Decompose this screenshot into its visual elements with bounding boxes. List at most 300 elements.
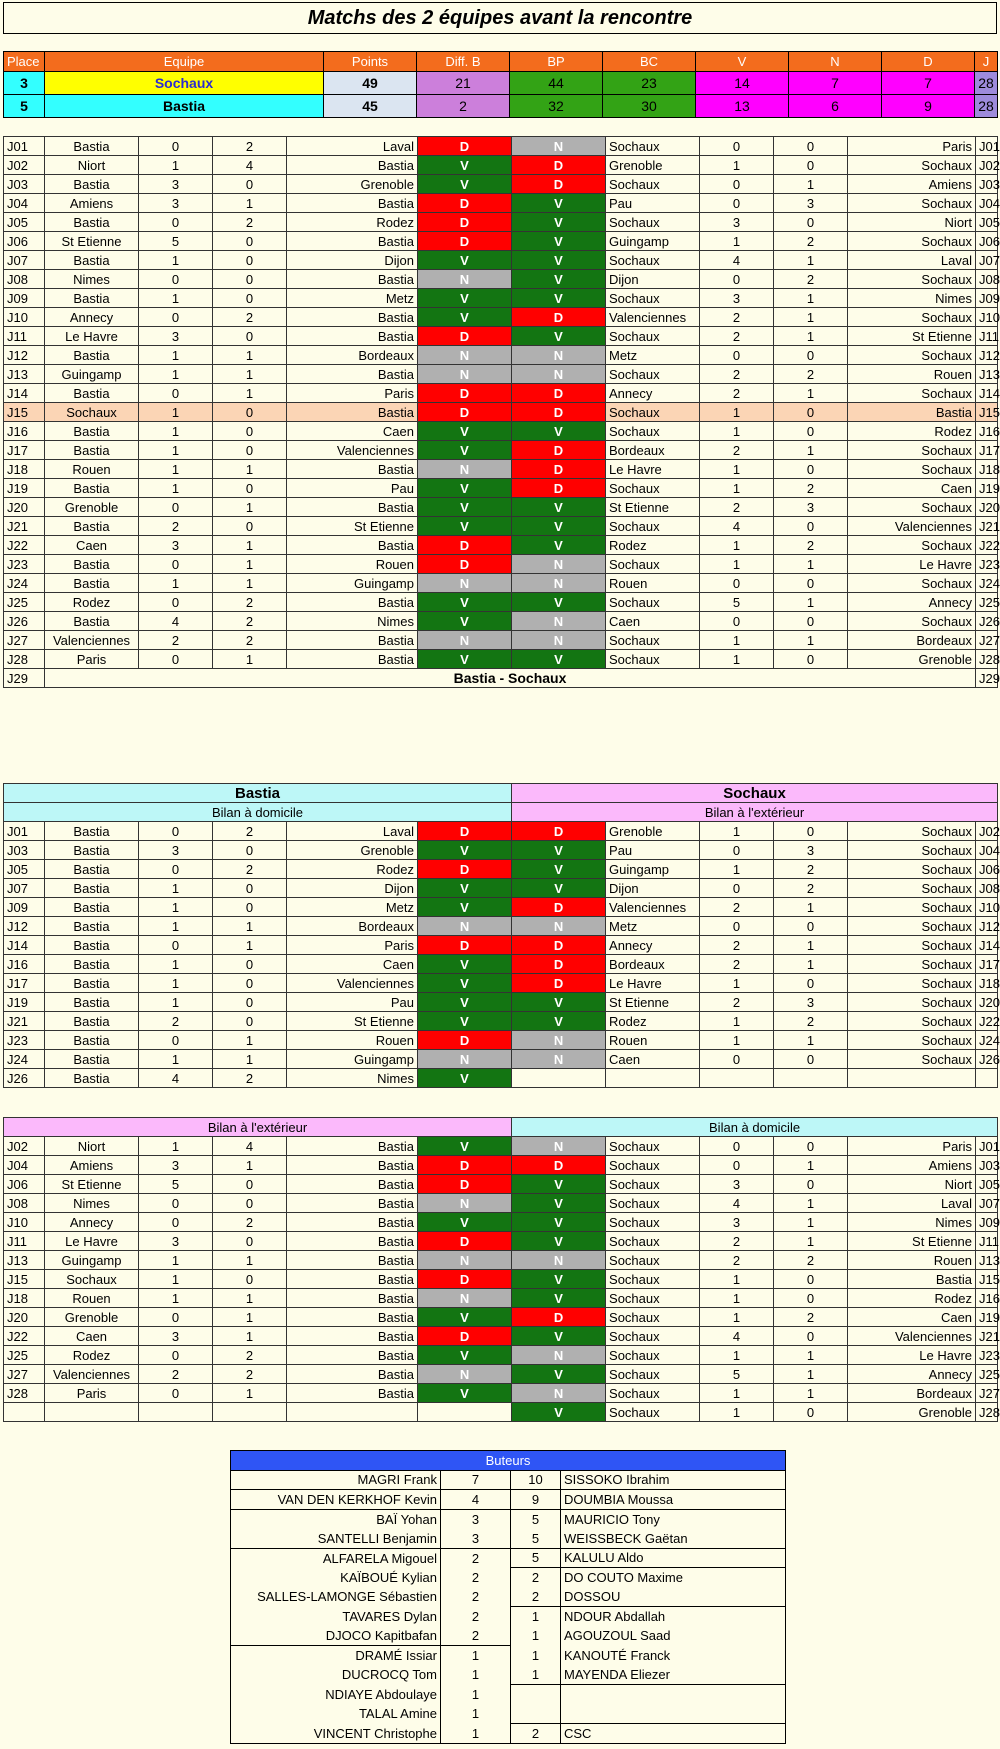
away-score-cell: 1 — [774, 1194, 848, 1213]
home-team-cell: Niort — [45, 1137, 139, 1156]
team-cell: Bastia — [45, 95, 324, 118]
bastia-result-cell: D — [418, 860, 512, 879]
home-team-cell: Nimes — [45, 1194, 139, 1213]
matchday-cell: J01 — [976, 1137, 998, 1156]
scorer-name: SANTELLI Benjamin — [231, 1529, 441, 1549]
scorer-name: KALULU Aldo — [561, 1548, 786, 1568]
home-team-cell: Sochaux — [606, 1213, 700, 1232]
away-score-cell: 1 — [774, 631, 848, 650]
matchday-cell: J20 — [4, 1308, 45, 1327]
diff-cell: 2 — [417, 95, 510, 118]
match-row — [4, 460, 998, 479]
away-score-cell: 0 — [213, 270, 287, 289]
away-team-cell: Bordeaux — [287, 346, 418, 365]
away-team-cell: Sochaux — [848, 879, 976, 898]
home-score-cell: 0 — [139, 1346, 213, 1365]
away-score-cell: 0 — [213, 1194, 287, 1213]
away-score-cell: 2 — [213, 213, 287, 232]
bastia-result-cell: N — [418, 1194, 512, 1213]
away-score-cell: 1 — [213, 346, 287, 365]
matchday-cell: J25 — [976, 1365, 998, 1384]
away-team-cell: St Etienne — [848, 1232, 976, 1251]
away-team-cell: Bastia — [848, 403, 976, 422]
bilan-sub-header — [4, 803, 998, 822]
home-score-cell: 1 — [139, 441, 213, 460]
home-team-cell — [45, 1403, 139, 1422]
away-team-cell: Sochaux — [848, 498, 976, 517]
scorer-name: DUCROCQ Tom — [231, 1665, 441, 1685]
home-score-cell: 1 — [700, 860, 774, 879]
team-cell: Sochaux — [45, 72, 324, 95]
matchday-cell: J10 — [976, 898, 998, 917]
matchday-cell: J07 — [4, 251, 45, 270]
home-score-cell: 0 — [700, 879, 774, 898]
home-score-cell: 3 — [139, 1232, 213, 1251]
home-team-cell: Sochaux — [606, 1270, 700, 1289]
matchday-cell: J09 — [4, 898, 45, 917]
bastia-result-cell: D — [418, 936, 512, 955]
home-team-cell: Bastia — [45, 422, 139, 441]
home-score-cell: 2 — [700, 898, 774, 917]
match-row — [4, 213, 998, 232]
scorer-goals: 2 — [511, 1724, 561, 1744]
home-team-cell: Metz — [606, 917, 700, 936]
matchday-cell: J13 — [976, 365, 998, 384]
home-score-cell: 3 — [139, 841, 213, 860]
away-score-cell: 1 — [213, 498, 287, 517]
away-score-cell: 2 — [774, 1012, 848, 1031]
home-score-cell: 1 — [139, 365, 213, 384]
home-score-cell: 1 — [139, 974, 213, 993]
match-row — [4, 1069, 998, 1088]
home-team-cell: Dijon — [606, 270, 700, 289]
away-score-cell: 1 — [213, 1156, 287, 1175]
away-team-cell: Sochaux — [848, 460, 976, 479]
bastia-result-cell: N — [418, 1289, 512, 1308]
n-cell: 6 — [789, 95, 882, 118]
matchday-cell: J19 — [976, 479, 998, 498]
col-bc: BC — [603, 52, 696, 72]
home-team-cell: Sochaux — [606, 517, 700, 536]
scorer-name: DO COUTO Maxime — [561, 1568, 786, 1588]
home-team-cell: Sochaux — [606, 1384, 700, 1403]
points-cell: 49 — [324, 72, 417, 95]
bastia-result-cell: V — [418, 441, 512, 460]
home-team-cell: Annecy — [45, 1213, 139, 1232]
v-cell: 13 — [696, 95, 789, 118]
bastia-result-cell: V — [418, 974, 512, 993]
home-score-cell: 1 — [700, 555, 774, 574]
home-score-cell: 2 — [700, 955, 774, 974]
matchday-cell: J06 — [976, 860, 998, 879]
sochaux-result-cell: V — [512, 422, 606, 441]
matchday-cell: J15 — [4, 1270, 45, 1289]
home-score-cell: 4 — [700, 1194, 774, 1213]
away-score-cell: 2 — [213, 593, 287, 612]
home-score-cell: 3 — [139, 1156, 213, 1175]
scorer-goals: 1 — [441, 1685, 511, 1705]
sochaux-result-cell: D — [512, 1308, 606, 1327]
home-score-cell: 4 — [700, 517, 774, 536]
away-team-cell: Bastia — [287, 1251, 418, 1270]
match-row — [4, 841, 998, 860]
away-team-cell: Bastia — [287, 156, 418, 175]
away-team-cell: Bastia — [287, 1327, 418, 1346]
matchday-cell: J24 — [976, 574, 998, 593]
sochaux-result-cell: V — [512, 593, 606, 612]
matchday-cell: J17 — [976, 955, 998, 974]
home-team-cell: Bastia — [45, 517, 139, 536]
matchday-cell: J26 — [976, 1050, 998, 1069]
sochaux-result-cell: V — [512, 232, 606, 251]
away-score-cell: 0 — [213, 974, 287, 993]
match-row — [4, 1156, 998, 1175]
scorer-goals: 2 — [511, 1568, 561, 1588]
home-score-cell: 0 — [139, 384, 213, 403]
matchday-cell: J05 — [4, 860, 45, 879]
bastia-result-cell: N — [418, 1365, 512, 1384]
away-score-cell: 1 — [774, 289, 848, 308]
home-team-cell: Annecy — [45, 308, 139, 327]
scorer-name: SISSOKO Ibrahim — [561, 1470, 786, 1490]
away-team-cell: Bastia — [287, 650, 418, 669]
home-team-cell: Bastia — [45, 1050, 139, 1069]
col-team: Equipe — [45, 52, 324, 72]
home-score-cell: 0 — [139, 498, 213, 517]
away-team-cell: Grenoble — [287, 175, 418, 194]
home-score-cell: 2 — [700, 384, 774, 403]
away-team-cell: St Etienne — [287, 1012, 418, 1031]
bastia-result-cell: V — [418, 479, 512, 498]
match-row — [4, 137, 998, 156]
matchday-cell: J18 — [4, 1289, 45, 1308]
match-row — [4, 879, 998, 898]
matchday-cell: J21 — [976, 1327, 998, 1346]
scorer-name: MAYENDA Eliezer — [561, 1665, 786, 1685]
bastia-result-cell: V — [418, 1384, 512, 1403]
away-score-cell: 2 — [213, 1346, 287, 1365]
col-points: Points — [324, 52, 417, 72]
bastia-result-cell: D — [418, 194, 512, 213]
matchday-cell: J17 — [976, 441, 998, 460]
matchday-cell: J21 — [4, 517, 45, 536]
home-score-cell: 2 — [139, 517, 213, 536]
home-score-cell: 0 — [700, 137, 774, 156]
home-score-cell: 3 — [139, 536, 213, 555]
away-team-cell: Sochaux — [848, 898, 976, 917]
away-team-cell: Bastia — [287, 1156, 418, 1175]
home-score-cell: 1 — [139, 1251, 213, 1270]
scorer-goals: 1 — [511, 1665, 561, 1685]
away-score-cell: 1 — [213, 460, 287, 479]
match-row — [4, 422, 998, 441]
matchday-cell: J28 — [4, 650, 45, 669]
matchday-cell: J25 — [4, 1346, 45, 1365]
matchday-cell: J16 — [4, 422, 45, 441]
matchday-cell: J15 — [4, 403, 45, 422]
sochaux-result-cell: V — [512, 1289, 606, 1308]
home-score-cell: 3 — [700, 1213, 774, 1232]
away-team-cell: Caen — [848, 479, 976, 498]
matchday-cell: J10 — [4, 308, 45, 327]
bastia-result-cell: D — [418, 822, 512, 841]
scorer-name: DJOCO Kapitbafan — [231, 1626, 441, 1646]
away-score-cell: 0 — [774, 156, 848, 175]
away-team-cell: Sochaux — [848, 270, 976, 289]
away-team-cell: Sochaux — [848, 308, 976, 327]
matchday-cell: J14 — [976, 936, 998, 955]
scorer-name: SALLES-LAMONGE Sébastien — [231, 1587, 441, 1607]
bastia-result-cell: D — [418, 1327, 512, 1346]
matchday-cell: J01 — [976, 137, 998, 156]
bastia-result-cell: V — [418, 1012, 512, 1031]
home-score-cell: 0 — [139, 137, 213, 156]
scorer-goals: 2 — [511, 1587, 561, 1607]
matchday-cell: J03 — [976, 175, 998, 194]
away-score-cell: 0 — [774, 1403, 848, 1422]
matchday-cell: J18 — [4, 460, 45, 479]
home-score-cell: 1 — [139, 251, 213, 270]
away-team-cell: Dijon — [287, 879, 418, 898]
home-team-cell: Sochaux — [606, 1403, 700, 1422]
next-match-label: Bastia - Sochaux — [45, 669, 976, 688]
matchday-cell — [4, 1403, 45, 1422]
d-cell: 9 — [882, 95, 975, 118]
away-score-cell: 0 — [213, 441, 287, 460]
scorer-row — [231, 1490, 786, 1510]
home-team-cell: Rouen — [45, 1289, 139, 1308]
away-score-cell: 0 — [774, 422, 848, 441]
bastia-result-cell: D — [418, 1031, 512, 1050]
away-team-cell: St Etienne — [287, 517, 418, 536]
home-team-cell: Bastia — [45, 936, 139, 955]
bc-cell: 30 — [603, 95, 696, 118]
home-score-cell: 1 — [139, 156, 213, 175]
away-score-cell: 1 — [774, 1384, 848, 1403]
bilan-table-1 — [3, 783, 998, 1088]
away-team-cell: Bastia — [287, 1137, 418, 1156]
away-team-cell: Grenoble — [287, 841, 418, 860]
scorer-goals: 1 — [441, 1724, 511, 1744]
bastia-result-cell: N — [418, 1251, 512, 1270]
scorers-header — [231, 1451, 786, 1471]
home-score-cell: 1 — [139, 479, 213, 498]
away-team-cell: Paris — [848, 1137, 976, 1156]
sochaux-result-cell: N — [512, 137, 606, 156]
match-row — [4, 1137, 998, 1156]
match-row — [4, 1289, 998, 1308]
bastia-result-cell: V — [418, 898, 512, 917]
sochaux-result-cell: V — [512, 1403, 606, 1422]
away-team-cell: Bastia — [287, 1308, 418, 1327]
matchday-cell: J18 — [976, 460, 998, 479]
match-row — [4, 232, 998, 251]
matchday-cell: J08 — [4, 270, 45, 289]
home-team-cell: Bordeaux — [606, 955, 700, 974]
match-row — [4, 536, 998, 555]
bilan-sub-header — [4, 1118, 998, 1137]
bastia-result-cell: V — [418, 993, 512, 1012]
away-score-cell: 0 — [213, 289, 287, 308]
match-row — [4, 1327, 998, 1346]
away-team-cell: Sochaux — [848, 1012, 976, 1031]
home-team-cell: Bastia — [45, 917, 139, 936]
match-row — [4, 1050, 998, 1069]
away-team-cell: Caen — [287, 955, 418, 974]
home-score-cell: 1 — [700, 479, 774, 498]
away-team-cell — [848, 1069, 976, 1088]
away-score-cell: 1 — [213, 1251, 287, 1270]
home-score-cell: 1 — [700, 460, 774, 479]
away-team-cell: Sochaux — [848, 194, 976, 213]
away-team-cell: Laval — [848, 1194, 976, 1213]
away-team-cell: Bastia — [287, 536, 418, 555]
match-row — [4, 955, 998, 974]
away-score-cell: 0 — [774, 213, 848, 232]
match-row — [4, 993, 998, 1012]
home-team-cell: Bastia — [45, 1069, 139, 1088]
place-cell: 3 — [4, 72, 45, 95]
next-match-row — [4, 669, 998, 688]
away-score-cell — [213, 1403, 287, 1422]
away-team-cell: Bastia — [287, 365, 418, 384]
home-team-cell: Sochaux — [45, 403, 139, 422]
sochaux-result-cell: V — [512, 1365, 606, 1384]
home-team-cell: Bastia — [45, 822, 139, 841]
away-score-cell: 1 — [774, 1213, 848, 1232]
away-team-cell: Sochaux — [848, 232, 976, 251]
matchday-cell: J06 — [4, 232, 45, 251]
home-score-cell: 1 — [700, 1384, 774, 1403]
matchday-cell: J04 — [4, 1156, 45, 1175]
away-team-cell: Sochaux — [848, 346, 976, 365]
home-team-cell: Bastia — [45, 289, 139, 308]
scorer-goals: 3 — [441, 1509, 511, 1529]
bastia-result-cell: D — [418, 327, 512, 346]
away-score-cell: 0 — [774, 346, 848, 365]
away-score-cell: 2 — [213, 1365, 287, 1384]
home-score-cell: 1 — [139, 460, 213, 479]
away-score-cell: 1 — [774, 593, 848, 612]
bastia-result-cell: V — [418, 517, 512, 536]
away-team-cell: Sochaux — [848, 993, 976, 1012]
away-score-cell: 1 — [774, 1156, 848, 1175]
away-team-cell: Bastia — [287, 593, 418, 612]
matchday-cell: J29 — [4, 669, 45, 688]
home-team-cell: Bastia — [45, 213, 139, 232]
home-score-cell: 1 — [139, 574, 213, 593]
away-score-cell: 2 — [774, 1251, 848, 1270]
home-team-cell: Le Havre — [606, 460, 700, 479]
bastia-result-cell: V — [418, 422, 512, 441]
matchday-cell — [976, 1069, 998, 1088]
home-score-cell: 1 — [700, 156, 774, 175]
scorer-goals: 2 — [441, 1587, 511, 1607]
col-place: Place — [4, 52, 45, 72]
sochaux-result-cell: V — [512, 650, 606, 669]
away-score-cell: 0 — [774, 1327, 848, 1346]
matchday-cell: J22 — [4, 536, 45, 555]
scorer-row — [231, 1470, 786, 1490]
away-team-cell: Sochaux — [848, 384, 976, 403]
away-team-cell: Bordeaux — [848, 1384, 976, 1403]
scorer-name: ALFARELA Migouel — [231, 1548, 441, 1568]
matchday-cell: J01 — [4, 822, 45, 841]
home-score-cell — [700, 1069, 774, 1088]
sochaux-result-cell: V — [512, 498, 606, 517]
bilan-table-2 — [3, 1117, 998, 1422]
home-team-cell: Le Havre — [606, 974, 700, 993]
home-score-cell: 0 — [139, 270, 213, 289]
match-row — [4, 822, 998, 841]
scorers-title: Buteurs — [231, 1451, 786, 1471]
match-row — [4, 898, 998, 917]
home-team-cell: Nimes — [45, 270, 139, 289]
away-team-cell: Bastia — [287, 1365, 418, 1384]
away-score-cell: 1 — [213, 384, 287, 403]
bastia-result-cell: D — [418, 1156, 512, 1175]
away-team-cell: Sochaux — [848, 612, 976, 631]
bastia-result-cell: N — [418, 631, 512, 650]
away-team-cell: Annecy — [848, 593, 976, 612]
home-score-cell: 1 — [700, 422, 774, 441]
bastia-result-cell: N — [418, 917, 512, 936]
place-cell: 5 — [4, 95, 45, 118]
away-team-cell: Metz — [287, 898, 418, 917]
home-team-cell: Sochaux — [606, 1289, 700, 1308]
bastia-result-cell: N — [418, 346, 512, 365]
home-score-cell: 0 — [139, 1308, 213, 1327]
home-team-cell: Bastia — [45, 898, 139, 917]
bastia-result-cell: V — [418, 879, 512, 898]
sochaux-result-cell: V — [512, 841, 606, 860]
home-team-cell: Sochaux — [606, 1175, 700, 1194]
bastia-result-cell: D — [418, 1270, 512, 1289]
away-team-cell: Guingamp — [287, 1050, 418, 1069]
matchday-cell: J03 — [4, 841, 45, 860]
scorer-row — [231, 1646, 786, 1666]
away-team-cell: Pau — [287, 479, 418, 498]
bastia-result-cell: D — [418, 1175, 512, 1194]
matchday-cell: J02 — [976, 156, 998, 175]
matchday-cell: J12 — [4, 917, 45, 936]
matchday-cell: J20 — [4, 498, 45, 517]
home-score-cell: 2 — [139, 1365, 213, 1384]
bastia-result-cell: V — [418, 308, 512, 327]
sochaux-result-cell: V — [512, 879, 606, 898]
home-team-cell: Sochaux — [606, 327, 700, 346]
home-team-cell: Valenciennes — [606, 898, 700, 917]
scorer-goals — [511, 1685, 561, 1705]
bp-cell: 44 — [510, 72, 603, 95]
away-score-cell: 3 — [774, 841, 848, 860]
home-team-cell: Le Havre — [45, 327, 139, 346]
matchday-cell: J08 — [976, 879, 998, 898]
bastia-result-cell: V — [418, 612, 512, 631]
scorer-name: NDOUR Abdallah — [561, 1607, 786, 1627]
home-score-cell: 3 — [700, 1175, 774, 1194]
bastia-result-cell: D — [418, 1232, 512, 1251]
scorer-goals: 1 — [511, 1646, 561, 1666]
bastia-result-cell: V — [418, 1308, 512, 1327]
bastia-result-cell: N — [418, 270, 512, 289]
home-score-cell: 1 — [700, 1403, 774, 1422]
away-score-cell: 0 — [774, 517, 848, 536]
sochaux-result-cell: D — [512, 955, 606, 974]
bastia-result-cell — [418, 1403, 512, 1422]
matchday-cell: J17 — [4, 441, 45, 460]
home-score-cell: 1 — [139, 879, 213, 898]
